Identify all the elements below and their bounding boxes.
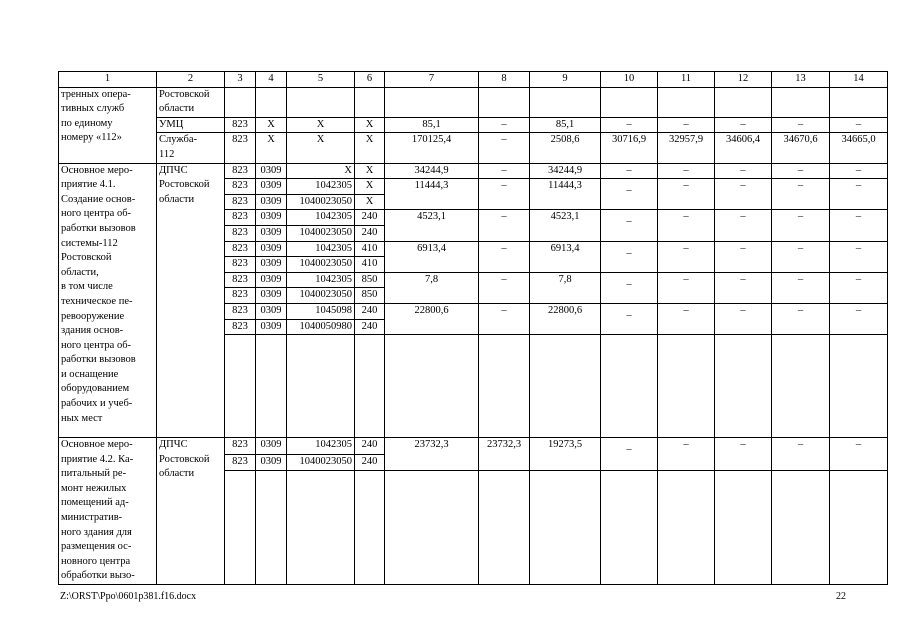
table-cell: 30716,9 xyxy=(601,133,658,163)
column-number-cell: 13 xyxy=(772,72,830,88)
table-cell xyxy=(355,87,385,117)
budget-table xyxy=(58,71,888,585)
table-cell xyxy=(715,335,772,438)
table-cell: 0309 xyxy=(256,225,287,241)
column-number-cell: 2 xyxy=(157,72,225,88)
table-cell: – xyxy=(601,438,658,471)
table-cell xyxy=(715,471,772,585)
table-cell xyxy=(479,335,530,438)
table-cell: 1040023050 xyxy=(287,194,355,210)
table-cell: 85,1 xyxy=(530,117,601,133)
table-cell xyxy=(601,87,658,117)
table-cell: – xyxy=(830,117,888,133)
table-cell: – xyxy=(715,163,772,179)
table-cell: 1040050980 xyxy=(287,319,355,335)
table-cell: 240 xyxy=(355,210,385,226)
table-cell: 823 xyxy=(225,210,256,226)
executor-cell: Ростовской области xyxy=(157,87,225,117)
column-number-cell: 3 xyxy=(225,72,256,88)
table-cell: 823 xyxy=(225,179,256,195)
table-cell: – xyxy=(601,272,658,303)
table-cell: 1040023050 xyxy=(287,225,355,241)
executor-cell: УМЦ xyxy=(157,117,225,133)
column-number-cell: 11 xyxy=(658,72,715,88)
table-cell: – xyxy=(772,241,830,272)
table-cell: – xyxy=(479,210,530,241)
table-cell: Х xyxy=(287,163,355,179)
table-cell xyxy=(385,335,479,438)
table-cell: 823 xyxy=(225,303,256,319)
table-cell: 0309 xyxy=(256,303,287,319)
column-number-cell: 8 xyxy=(479,72,530,88)
table-cell: 23732,3 xyxy=(385,438,479,471)
table-cell: – xyxy=(601,303,658,334)
table-cell: – xyxy=(479,241,530,272)
table-cell: – xyxy=(772,303,830,334)
table-cell: – xyxy=(830,210,888,241)
executor-cell: ДПЧС Ростовской области xyxy=(157,163,225,438)
table-cell: 19273,5 xyxy=(530,438,601,471)
table-cell xyxy=(287,471,355,585)
table-cell: 22800,6 xyxy=(530,303,601,334)
table-cell: – xyxy=(772,272,830,303)
table-cell xyxy=(355,471,385,585)
table-cell: 1042305 xyxy=(287,210,355,226)
table-cell: 240 xyxy=(355,319,385,335)
table-cell: – xyxy=(772,210,830,241)
table-row xyxy=(59,163,888,179)
table-cell xyxy=(225,471,256,585)
table-cell: 11444,3 xyxy=(530,179,601,210)
table-cell: – xyxy=(601,163,658,179)
table-cell: – xyxy=(601,179,658,210)
table-cell: 410 xyxy=(355,257,385,273)
table-cell: Х xyxy=(355,194,385,210)
table-cell xyxy=(256,471,287,585)
column-number-cell: 7 xyxy=(385,72,479,88)
table-cell: 823 xyxy=(225,319,256,335)
table-cell: – xyxy=(830,438,888,471)
table-cell: 823 xyxy=(225,241,256,257)
table-cell: – xyxy=(715,438,772,471)
table-cell: – xyxy=(715,210,772,241)
table-cell xyxy=(601,471,658,585)
table-cell: – xyxy=(658,163,715,179)
table-cell: – xyxy=(658,241,715,272)
table-row xyxy=(59,438,888,454)
table-cell: – xyxy=(479,179,530,210)
table-cell: 34244,9 xyxy=(530,163,601,179)
table-cell xyxy=(355,335,385,438)
table-cell xyxy=(658,87,715,117)
table-cell: – xyxy=(772,438,830,471)
table-cell: 823 xyxy=(225,194,256,210)
table-cell: 240 xyxy=(355,303,385,319)
table-cell: 410 xyxy=(355,241,385,257)
table-cell: – xyxy=(830,303,888,334)
table-row xyxy=(59,117,888,133)
table-cell: – xyxy=(658,438,715,471)
table-cell: 2508,6 xyxy=(530,133,601,163)
table-cell: 0309 xyxy=(256,241,287,257)
table-cell: 22800,6 xyxy=(385,303,479,334)
table-cell: – xyxy=(830,241,888,272)
table-cell: 1042305 xyxy=(287,179,355,195)
table-cell: 23732,3 xyxy=(479,438,530,471)
table-cell: – xyxy=(479,117,530,133)
table-cell: 0309 xyxy=(256,319,287,335)
table-cell: – xyxy=(658,210,715,241)
table-cell: 34665,0 xyxy=(830,133,888,163)
table-cell: 1045098 xyxy=(287,303,355,319)
table-cell: 823 xyxy=(225,454,256,470)
table-cell: – xyxy=(715,179,772,210)
table-cell: 1042305 xyxy=(287,241,355,257)
table-cell: 0309 xyxy=(256,179,287,195)
table-cell xyxy=(256,335,287,438)
table-cell xyxy=(225,87,256,117)
table-cell: – xyxy=(715,117,772,133)
table-cell: 7,8 xyxy=(530,272,601,303)
table-cell xyxy=(715,87,772,117)
table-cell: 34670,6 xyxy=(772,133,830,163)
executor-cell: Служба- 112 xyxy=(157,133,225,163)
table-cell: 7,8 xyxy=(385,272,479,303)
table-cell: 0309 xyxy=(256,272,287,288)
table-cell: 0309 xyxy=(256,288,287,304)
table-cell: – xyxy=(479,272,530,303)
table-cell: – xyxy=(658,117,715,133)
table-cell: – xyxy=(715,272,772,303)
table-cell: Х xyxy=(256,117,287,133)
table-cell: 0309 xyxy=(256,163,287,179)
column-number-cell: 9 xyxy=(530,72,601,88)
table-cell: – xyxy=(601,117,658,133)
table-cell: 0309 xyxy=(256,257,287,273)
table-cell: 11444,3 xyxy=(385,179,479,210)
table-cell: Х xyxy=(287,117,355,133)
table-cell: Х xyxy=(355,179,385,195)
table-cell: 1040023050 xyxy=(287,288,355,304)
table-cell xyxy=(256,87,287,117)
table-cell: 6913,4 xyxy=(530,241,601,272)
table-cell: 4523,1 xyxy=(385,210,479,241)
table-cell: 170125,4 xyxy=(385,133,479,163)
table-cell: 823 xyxy=(225,272,256,288)
table-cell: – xyxy=(658,179,715,210)
table-cell xyxy=(479,471,530,585)
header-row xyxy=(59,72,888,88)
table-cell xyxy=(385,471,479,585)
table-cell: 823 xyxy=(225,438,256,454)
table-cell: 85,1 xyxy=(385,117,479,133)
table-cell: Х xyxy=(287,133,355,163)
table-cell xyxy=(479,87,530,117)
table-cell: Х xyxy=(355,163,385,179)
table-cell: 34244,9 xyxy=(385,163,479,179)
table-cell: 0309 xyxy=(256,210,287,226)
table-cell xyxy=(772,471,830,585)
executor-cell: ДПЧС Ростовской области xyxy=(157,438,225,585)
column-number-cell: 1 xyxy=(59,72,157,88)
table-cell: – xyxy=(479,303,530,334)
table-cell: – xyxy=(601,241,658,272)
table-cell: Х xyxy=(355,117,385,133)
table-cell: 823 xyxy=(225,133,256,163)
table-cell xyxy=(287,335,355,438)
table-cell: – xyxy=(658,303,715,334)
table-cell: 823 xyxy=(225,117,256,133)
table-cell: 4523,1 xyxy=(530,210,601,241)
table-cell: 32957,9 xyxy=(658,133,715,163)
table-cell xyxy=(530,87,601,117)
measure-name-cell: Основное меро- приятие 4.1. Создание основ- ного центра об- работки вызовов системы-112 Ростовской области, в том числе техническое пе- ревооружение здания основ- ного центра об- работки вызовов и оснащение оборудованием рабочих и учеб- ных мест xyxy=(59,163,157,438)
table-cell: 850 xyxy=(355,272,385,288)
table-cell: 1040023050 xyxy=(287,257,355,273)
column-number-cell: 14 xyxy=(830,72,888,88)
table-cell xyxy=(830,335,888,438)
table-cell: – xyxy=(830,272,888,303)
column-number-cell: 10 xyxy=(601,72,658,88)
table-row xyxy=(59,87,888,117)
table-cell: 823 xyxy=(225,257,256,273)
table-cell: 1040023050 xyxy=(287,454,355,470)
table-cell: – xyxy=(601,210,658,241)
table-cell: 0309 xyxy=(256,438,287,454)
table-cell: – xyxy=(715,303,772,334)
table-cell: – xyxy=(830,163,888,179)
table-cell: – xyxy=(772,179,830,210)
table-cell: – xyxy=(658,272,715,303)
table-cell xyxy=(830,87,888,117)
table-cell: – xyxy=(715,241,772,272)
table-cell: 240 xyxy=(355,454,385,470)
table-cell: 1042305 xyxy=(287,272,355,288)
table-cell xyxy=(601,335,658,438)
column-number-cell: 5 xyxy=(287,72,355,88)
measure-name-cell: тренных опера- тивных служб по единому номеру «112» xyxy=(59,87,157,163)
table-cell: – xyxy=(830,179,888,210)
table-cell xyxy=(658,471,715,585)
table-cell: 6913,4 xyxy=(385,241,479,272)
table-cell: 1042305 xyxy=(287,438,355,454)
footer-page-number: 22 xyxy=(836,591,846,602)
table-cell: – xyxy=(479,163,530,179)
table-cell: Х xyxy=(355,133,385,163)
table-cell: 823 xyxy=(225,163,256,179)
column-number-cell: 12 xyxy=(715,72,772,88)
table-cell: 240 xyxy=(355,225,385,241)
table-cell: – xyxy=(772,117,830,133)
footer-file-path: Z:\ORST\Ppo\0601p381.f16.docx xyxy=(60,591,197,602)
measure-name-cell: Основное меро- приятие 4.2. Ка- питальный ре- монт нежилых помещений ад- министратив- ного здания для размещения ос- новного центра обработки вызо- xyxy=(59,438,157,585)
table-cell: 823 xyxy=(225,288,256,304)
table-cell: 240 xyxy=(355,438,385,454)
column-number-cell: 4 xyxy=(256,72,287,88)
table-row xyxy=(59,133,888,163)
table-cell xyxy=(772,335,830,438)
table-cell: 823 xyxy=(225,225,256,241)
table-cell xyxy=(530,471,601,585)
table-cell xyxy=(530,335,601,438)
table-cell: – xyxy=(479,133,530,163)
table-cell: Х xyxy=(256,133,287,163)
table-cell: 0309 xyxy=(256,194,287,210)
table-cell xyxy=(385,87,479,117)
table-cell xyxy=(225,335,256,438)
table-cell xyxy=(772,87,830,117)
column-number-cell: 6 xyxy=(355,72,385,88)
table-cell: 850 xyxy=(355,288,385,304)
table-cell xyxy=(830,471,888,585)
table-cell xyxy=(287,87,355,117)
table-cell xyxy=(658,335,715,438)
table-cell: – xyxy=(772,163,830,179)
table-cell: 34606,4 xyxy=(715,133,772,163)
table-cell: 0309 xyxy=(256,454,287,470)
